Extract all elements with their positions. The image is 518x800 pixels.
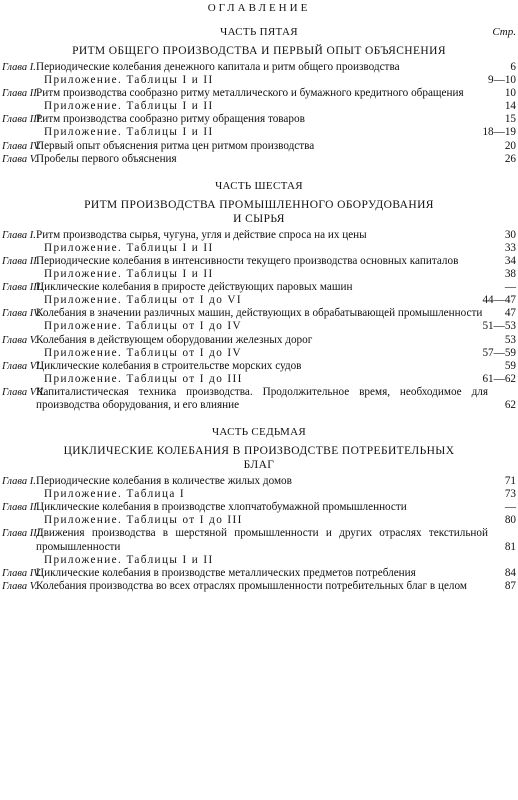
toc-entry	[0, 580, 518, 593]
toc-entry	[0, 281, 518, 294]
part-label: ЧАСТЬ ПЯТАЯ	[220, 26, 298, 38]
appendix-entry	[0, 488, 518, 501]
chapter-title: Капиталистическая техника производства. Продолжительное время, необходимое для производства оборудования, и его влияние	[36, 385, 488, 411]
chapter-number: Глава I.	[2, 476, 36, 488]
toc-entry	[0, 475, 518, 488]
page-number: 84	[504, 566, 516, 579]
page-number: 71	[504, 475, 516, 488]
toc-entry	[0, 229, 518, 242]
toc-entry	[0, 307, 518, 320]
chapter-title: Ритм производства сообразно ритму металлического и бумажного кредитного обращения	[36, 87, 464, 100]
appendix-entry	[0, 268, 518, 281]
chapter-title: Колебания производства во всех отраслях промышленности потребительных благ в целом	[36, 579, 467, 592]
chapter-number: Глава IV.	[2, 567, 41, 579]
page-number: 38	[504, 268, 516, 281]
chapter-title: Циклические колебания в приросте действующих паровых машин	[36, 281, 353, 294]
appendix-entry	[0, 74, 518, 87]
toc-entry	[0, 386, 518, 412]
part-heading	[0, 180, 518, 198]
chapter-title: Первый опыт объяснения ритма цен ритмом производства	[36, 139, 315, 152]
chapter-title: Циклические колебания в производстве хлопчатобумажной промышленности	[36, 501, 407, 514]
page-number: 61—62	[482, 372, 516, 385]
toc-entry	[0, 153, 518, 166]
appendix-title: Приложение. Таблицы от I до III	[44, 372, 243, 385]
appendix-entry	[0, 320, 518, 333]
toc-entry	[0, 567, 518, 580]
chapter-number: Глава V.	[2, 153, 38, 165]
toc-entry	[0, 334, 518, 347]
page-number: 20	[504, 139, 516, 152]
part-title: БЛАГ	[243, 459, 275, 472]
appendix-entry	[0, 514, 518, 527]
part-label: ЧАСТЬ ШЕСТАЯ	[215, 179, 303, 192]
appendix-title: Приложение. Таблицы I и II	[44, 100, 214, 113]
chapter-number: Глава VII.	[2, 386, 46, 398]
part-heading	[0, 426, 518, 444]
appendix-title: Приложение. Таблицы I и II	[44, 553, 214, 566]
appendix-entry	[0, 294, 518, 307]
page-number: 80	[504, 514, 516, 527]
appendix-title: Приложение. Таблицы от I до IV	[44, 320, 242, 333]
page-number: 33	[504, 241, 516, 254]
appendix-title: Приложение. Таблицы I и II	[44, 74, 214, 87]
page-number: 73	[504, 488, 516, 501]
page-number: 34	[504, 254, 516, 267]
chapter-title: Циклические колебания в производстве металлических предметов потребления	[36, 566, 416, 579]
part-title: И СЫРЬЯ	[233, 212, 285, 225]
page-number: 81	[504, 540, 516, 553]
appendix-title: Приложение. Таблицы от I до VI	[44, 294, 242, 307]
page-number: 47	[504, 307, 516, 320]
appendix-entry	[0, 347, 518, 360]
page-number: 10	[504, 87, 516, 100]
page-number: 9—10	[488, 74, 516, 87]
chapter-title: Периодические колебания в количестве жилых домов	[36, 475, 292, 488]
page-number: 26	[504, 152, 516, 165]
chapter-number: Глава III.	[2, 528, 43, 540]
chapter-number: Глава I.	[2, 62, 36, 73]
toc-entry	[0, 255, 518, 268]
appendix-entry	[0, 126, 518, 139]
part-title: РИТМ ПРОИЗВОДСТВА ПРОМЫШЛЕННОГО ОБОРУДОВАНИЯ	[84, 198, 434, 211]
chapter-number: Глава V.	[2, 334, 38, 346]
chapter-number: Глава II.	[2, 255, 40, 267]
toc-entry	[0, 61, 518, 74]
page-number: —	[504, 281, 516, 294]
chapter-number: Глава VI.	[2, 360, 43, 372]
chapter-title: Ритм производства сообразно ритму обращения товаров	[36, 113, 305, 126]
chapter-number: Глава IV.	[2, 140, 41, 152]
appendix-title: Приложение. Таблицы I и II	[44, 241, 214, 254]
appendix-title: Приложение. Таблицы I и II	[44, 268, 214, 281]
page-number: 44—47	[482, 294, 516, 307]
appendix-entry	[0, 242, 518, 255]
appendix-entry	[0, 373, 518, 386]
page-title: ОГЛАВЛЕНИЕ	[207, 2, 311, 14]
page-number: 18—19	[482, 126, 516, 139]
chapter-number: Глава V.	[2, 580, 38, 592]
appendix-title: Приложение. Таблицы от I до IV	[44, 346, 242, 359]
chapter-number: Глава IV.	[2, 308, 41, 320]
page-number: 14	[504, 100, 516, 113]
toc-entry	[0, 360, 518, 373]
appendix-title: Приложение. Таблица I	[44, 488, 186, 501]
chapter-title: Колебания в действующем оборудовании железных дорог	[36, 333, 313, 346]
page-number: 30	[504, 228, 516, 241]
page-number: 15	[504, 113, 516, 126]
toc-entry	[0, 527, 518, 553]
chapter-title: Циклические колебания в строительстве морских судов	[36, 359, 302, 372]
chapter-number: Глава II.	[2, 502, 40, 514]
part-title: РИТМ ОБЩЕГО ПРОИЗВОДСТВА И ПЕРВЫЙ ОПЫТ ОБЪЯСНЕНИЯ	[72, 45, 446, 57]
toc-entry	[0, 501, 518, 514]
chapter-title: Пробелы первого объяснения	[36, 152, 177, 165]
appendix-title: Приложение. Таблицы I и II	[44, 126, 214, 139]
toc-entry	[0, 113, 518, 126]
appendix-entry	[0, 100, 518, 113]
chapter-number: Глава II.	[2, 88, 40, 100]
page-number: 87	[504, 579, 516, 592]
appendix-entry	[0, 554, 518, 567]
chapter-title: Движения производства в шерстяной промышленности и других отраслях текстильной промышленности	[36, 527, 488, 553]
page-number: 59	[504, 359, 516, 372]
chapter-title: Периодические колебания денежного капитала и ритм общего производства	[36, 61, 400, 73]
page-number: 62	[504, 398, 516, 411]
part-title: ЦИКЛИЧЕСКИЕ КОЛЕБАНИЯ В ПРОИЗВОДСТВЕ ПОТРЕБИТЕЛЬНЫХ	[63, 445, 455, 458]
toc-entry	[0, 87, 518, 100]
chapter-number: Глава III.	[2, 282, 43, 294]
chapter-number: Глава I.	[2, 229, 36, 241]
page-number: 51—53	[482, 320, 516, 333]
page-number: —	[504, 501, 516, 514]
part-label: ЧАСТЬ СЕДЬМАЯ	[211, 426, 307, 439]
appendix-title: Приложение. Таблицы от I до III	[44, 514, 243, 527]
page-number: 57—59	[482, 346, 516, 359]
part-heading	[0, 26, 518, 44]
chapter-title: Колебания в значении различных машин, действующих в обрабатывающей промышленности	[36, 307, 483, 320]
chapter-number: Глава III.	[2, 114, 43, 126]
page-number: 6	[510, 61, 516, 73]
page-number: 53	[504, 333, 516, 346]
chapter-title: Периодические колебания в интенсивности текущего производства основных капиталов	[36, 254, 459, 267]
chapter-title: Ритм производства сырья, чугуна, угля и действие спроса на их цены	[36, 228, 367, 241]
toc-entry	[0, 140, 518, 153]
page-column-label: Стр.	[492, 26, 516, 38]
